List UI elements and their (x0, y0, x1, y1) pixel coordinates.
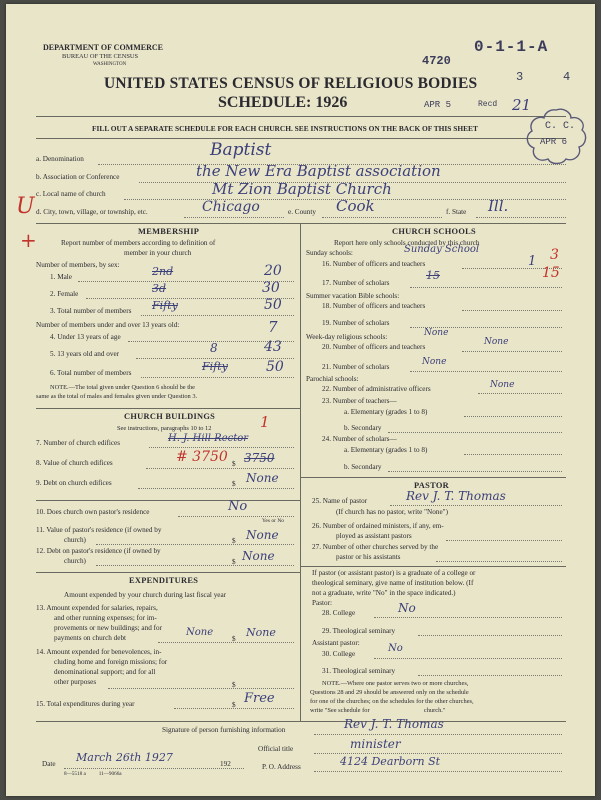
membership-intro-2: member in your church (124, 249, 192, 257)
q16-label: 16. Number of officers and teachers (322, 260, 426, 268)
census-schedule-page (6, 4, 595, 796)
pastor-mid-rule (300, 566, 566, 567)
received-date-stamp: APR 5 (424, 100, 452, 110)
q12-label-2: church) (64, 557, 86, 565)
summer-schools-head: Summer vacation Bible schools: (306, 292, 400, 300)
q22-value: None (490, 380, 515, 390)
buildings-sub: See instructions, paragraphs 10 to 12 (117, 425, 212, 432)
q13-line (158, 642, 294, 643)
q15-line (174, 708, 294, 709)
q13-value-b: None (246, 626, 276, 639)
county-label: e. County (288, 208, 316, 216)
q11-dollar: $ (232, 537, 236, 545)
state-label: f. State (446, 208, 467, 216)
q23b-line (388, 432, 562, 433)
q28-value: No (398, 601, 416, 615)
county-line (322, 217, 442, 218)
membership-note-2: same as the total of males and females given under Question 3. (36, 393, 198, 400)
q13-label-1: 13. Amount expended for salaries, repairs, (36, 604, 158, 612)
q13-label-2: and other running expenses; for im- (54, 614, 157, 622)
q21-value: None (422, 357, 447, 367)
q29-label: 29. Theological seminary (322, 627, 396, 635)
q30-label: 30. College (322, 650, 356, 658)
q23-label: 23. Number of teachers— (322, 397, 397, 405)
q15-dollar: $ (232, 701, 236, 709)
q9-value: None (246, 471, 279, 485)
schools-intro: Report here only schools conducted by this church (334, 239, 480, 247)
date-suffix: 192 (220, 760, 231, 768)
q31-label: 31. Theological seminary (322, 667, 396, 675)
q25-value: Rev J. T. Thomas (406, 489, 506, 503)
q10-label: 10. Does church own pastor's residence (36, 508, 150, 516)
po-address-line (314, 771, 562, 772)
q7-label: 7. Number of church edifices (36, 439, 121, 447)
section-top-rule (36, 223, 566, 224)
stamp-number-3: 3 (516, 70, 524, 84)
q10-value: No (228, 499, 248, 514)
buildings-mid-rule (36, 500, 300, 501)
q20-line (462, 351, 562, 352)
date-label: Date (42, 760, 56, 768)
q24a-line (464, 454, 562, 455)
schedule-year: SCHEDULE: 1926 (218, 94, 348, 111)
file-code-stamp: 0-1-1-A (474, 38, 549, 56)
denomination-value: Baptist (210, 140, 272, 160)
q1-male-label: 1. Male (50, 273, 72, 281)
q27-label-2: pastor or his assistants (336, 553, 401, 561)
official-title-line (314, 753, 562, 754)
q3-total-value: 50 (264, 297, 282, 313)
association-label: b. Association or Conference (36, 173, 120, 181)
signature-line (314, 734, 562, 735)
q25-note: (If church has no pastor, write "None") (336, 508, 448, 516)
pastor-note-2: Questions 28 and 29 should be answered only on the schedule (310, 689, 469, 696)
q30-line (374, 658, 562, 659)
margin-mark-u: U (16, 194, 35, 219)
q1-male-value: 20 (264, 263, 282, 279)
members-by-age-head: Number of members under and over 13 years old: (36, 321, 180, 329)
q4-under13-label: 4. Under 13 years of age (50, 333, 121, 341)
expenditures-heading: EXPENDITURES (129, 576, 199, 585)
expenditures-sub: Amount expended by your church during last fiscal year (64, 591, 227, 599)
form-title: UNITED STATES CENSUS OF RELIGIOUS BODIES (104, 75, 478, 92)
q11-value: None (246, 528, 279, 542)
graduate-instr-3: not a graduate, write "No" in the space indicated.) (312, 589, 456, 597)
q2-female-value: 30 (262, 280, 280, 296)
membership-heading: MEMBERSHIP (138, 227, 200, 236)
city-line (184, 217, 284, 218)
date-line (64, 768, 244, 769)
pastor-top-rule (300, 477, 566, 478)
q22-label: 22. Number of administrative officers (322, 385, 431, 393)
local-name-label: c. Local name of church (36, 190, 106, 198)
city-label: d. City, town, village, or township, etc. (36, 208, 148, 216)
cc-stamp-text: C. C. (545, 121, 576, 132)
signature-label: Signature of person furnishing information (162, 726, 286, 734)
q7-value: H. J. Hill Rector (168, 433, 249, 444)
q4-under13-value: 7 (268, 318, 278, 336)
q11-line (96, 544, 294, 545)
q19-label: 19. Number of scholars (322, 319, 390, 327)
q15-label: 15. Total expenditures during year (36, 700, 135, 708)
q31-line (418, 675, 562, 676)
po-address-label: P. O. Address (262, 763, 301, 771)
pastor-sublabel: Pastor: (312, 599, 332, 607)
official-title-label: Official title (258, 745, 294, 753)
state-line (476, 217, 566, 218)
q3-total-label: 3. Total number of members (50, 307, 132, 315)
q14-label-1: 14. Amount expended for benevolences, in- (36, 648, 162, 656)
q12-label-1: 12. Debt on pastor's residence (if owned by (36, 547, 161, 555)
q14-line (108, 688, 294, 689)
q20-value: None (484, 337, 509, 347)
header-rule (36, 116, 566, 117)
q24a-label: a. Elementary (grades 1 to 8) (344, 446, 428, 454)
q14-label-3: denominational support; and for all (54, 668, 156, 676)
buildings-top-rule (36, 408, 300, 409)
department-name: DEPARTMENT OF COMMERCE (43, 43, 164, 52)
q5-over13-label: 5. 13 years old and over (50, 350, 120, 358)
q18-line (462, 310, 562, 311)
q9-line (138, 488, 294, 489)
q5-over13-value: 43 (264, 339, 282, 355)
q8-dollar: $ (232, 460, 236, 468)
graduate-instr-2: theological seminary, give name of institution below. (If (312, 579, 474, 587)
q12-dollar: $ (232, 558, 236, 566)
pastor-note-3: for one of the churches; on the schedules for the other churches, (310, 698, 474, 705)
q17-red-value: 15 (542, 265, 560, 281)
county-value: Cook (336, 197, 375, 215)
po-address-value: 4124 Dearborn St (340, 755, 441, 768)
pastor-heading: PASTOR (414, 481, 449, 490)
q26-line (446, 540, 562, 541)
q6-struck-value: Fifty (202, 360, 228, 373)
sunday-schools-value: Sunday School (404, 244, 480, 255)
q15-value: Free (244, 691, 275, 706)
q9-dollar: $ (232, 480, 236, 488)
q8-line (146, 468, 294, 469)
q2-struck-value: 3d (152, 282, 167, 295)
sunday-schools-head: Sunday schools: (306, 249, 353, 257)
q13-value-a: None (186, 627, 214, 638)
q11-label-1: 11. Value of pastor's residence (if owned by (36, 526, 162, 534)
q6-line (141, 377, 294, 378)
stamp-number-4: 4 (563, 70, 571, 84)
q26-label-1: 26. Number of ordained ministers, if any, em- (312, 522, 444, 530)
membership-note-1: NOTE.—The total given under Question 6 should be the (50, 384, 196, 391)
q20-label: 20. Number of officers and teachers (322, 343, 426, 351)
q3-line (141, 315, 294, 316)
q17-label: 17. Number of scholars (322, 279, 390, 287)
q13-label-4: payments on church debt (54, 634, 127, 642)
weekday-schools-head: Week-day religious schools: (306, 333, 388, 341)
cc-stamp-outline (524, 107, 588, 165)
q16-red-value: 3 (550, 247, 559, 263)
q8-label: 8. Value of church edifices (36, 459, 113, 467)
q13-label-3: provements or new buildings; and for (54, 624, 162, 632)
q14-dollar: $ (232, 681, 236, 689)
membership-intro-1: Report number of members according to definition of (61, 239, 216, 247)
q6-total-value: 50 (266, 359, 284, 375)
local-name-value: Mt Zion Baptist Church (212, 180, 392, 198)
schools-heading: CHURCH SCHOOLS (392, 227, 477, 236)
q29-line (418, 635, 562, 636)
q23a-line (464, 416, 562, 417)
q2-line (86, 298, 294, 299)
q24b-label: b. Secondary (344, 463, 382, 471)
expenditures-top-rule (36, 572, 300, 573)
members-by-sex-head: Number of members, by sex: (36, 261, 120, 269)
q12-value: None (242, 549, 275, 563)
q14-label-2: cluding home and foreign missions; for (54, 658, 168, 666)
q22-line (478, 393, 562, 394)
q24-label: 24. Number of scholars— (322, 435, 397, 443)
q16-value: 1 (528, 254, 537, 269)
official-title-value: minister (350, 737, 401, 751)
q23b-label: b. Secondary (344, 424, 382, 432)
q28-line (374, 617, 562, 618)
q18-label: 18. Number of officers and teachers (322, 302, 426, 310)
bureau-city: WASHINGTON (93, 62, 127, 67)
graduate-instr-1: If pastor (or assistant pastor) is a graduate of a college or (312, 569, 476, 577)
q6-total-label: 6. Total number of members (50, 369, 132, 377)
date-value: March 26th 1927 (76, 751, 173, 764)
q17-value: 15 (426, 269, 440, 282)
buildings-red-mark: 1 (260, 413, 270, 431)
q25-line (390, 505, 562, 506)
bureau-name: BUREAU OF THE CENSUS (62, 53, 139, 60)
handwritten-21: 21 (512, 96, 532, 114)
q10-line (178, 516, 294, 517)
q27-label-1: 27. Number of other churches served by the (312, 543, 439, 551)
cc-stamp-date: APR 6 (540, 137, 568, 147)
q28-label: 28. College (322, 609, 356, 617)
denomination-label: a. Denomination (36, 155, 84, 163)
city-value: Chicago (202, 199, 260, 215)
weekday-schools-value: None (424, 328, 449, 338)
q5-blue-mark: 8 (210, 341, 218, 355)
q7-line (149, 447, 294, 448)
buildings-heading: CHURCH BUILDINGS (124, 412, 216, 421)
q21-line (410, 371, 562, 372)
signature-value: Rev J. T. Thomas (344, 717, 444, 731)
q21-label: 21. Number of scholars (322, 363, 390, 371)
q17-line (410, 287, 562, 288)
pastor-note-4: write "See schedule for church." (310, 707, 446, 714)
q27-line (436, 561, 562, 562)
q26-label-2: ployed as assistant pastors (336, 532, 412, 540)
association-value: the New Era Baptist association (196, 162, 441, 180)
q13-dollar: $ (232, 635, 236, 643)
parochial-schools-head: Parochial schools: (306, 375, 359, 383)
q14-label-4: other purposes (54, 678, 97, 686)
q3-struck-value: Fifty (152, 299, 178, 312)
q25-label: 25. Name of pastor (312, 497, 368, 505)
state-value: Ill. (488, 197, 509, 215)
q8-red-value: # 3750 (176, 449, 228, 465)
q12-line (96, 565, 294, 566)
print-code: 8—5518 a 11—9066a (64, 771, 122, 777)
margin-mark-cross: + (20, 228, 37, 252)
q30-value: No (388, 643, 403, 654)
q23a-label: a. Elementary (grades 1 to 8) (344, 408, 428, 416)
q1-struck-value: 2nd (152, 265, 174, 278)
yes-no-hint: Yes or No (262, 518, 285, 524)
q9-label: 9. Debt on church edifices (36, 479, 112, 487)
assistant-pastor-sublabel: Assistant pastor: (312, 639, 360, 647)
instructions-line: FILL OUT A SEPARATE SCHEDULE FOR EACH CHURCH. SEE INSTRUCTIONS ON THE BACK OF THIS SHEET (92, 124, 478, 133)
q8-value: 3750 (244, 451, 275, 465)
column-divider (300, 223, 301, 721)
pastor-note-1: NOTE.—Where one pastor serves two or more churches, (322, 680, 469, 687)
q11-label-2: church) (64, 536, 86, 544)
received-label-stamp: Recd (478, 100, 498, 109)
footer-top-rule (36, 721, 566, 722)
schedule-number-stamp: 4720 (422, 54, 451, 68)
q24b-line (388, 471, 562, 472)
instructions-rule (36, 138, 566, 139)
q2-female-label: 2. Female (50, 290, 79, 298)
